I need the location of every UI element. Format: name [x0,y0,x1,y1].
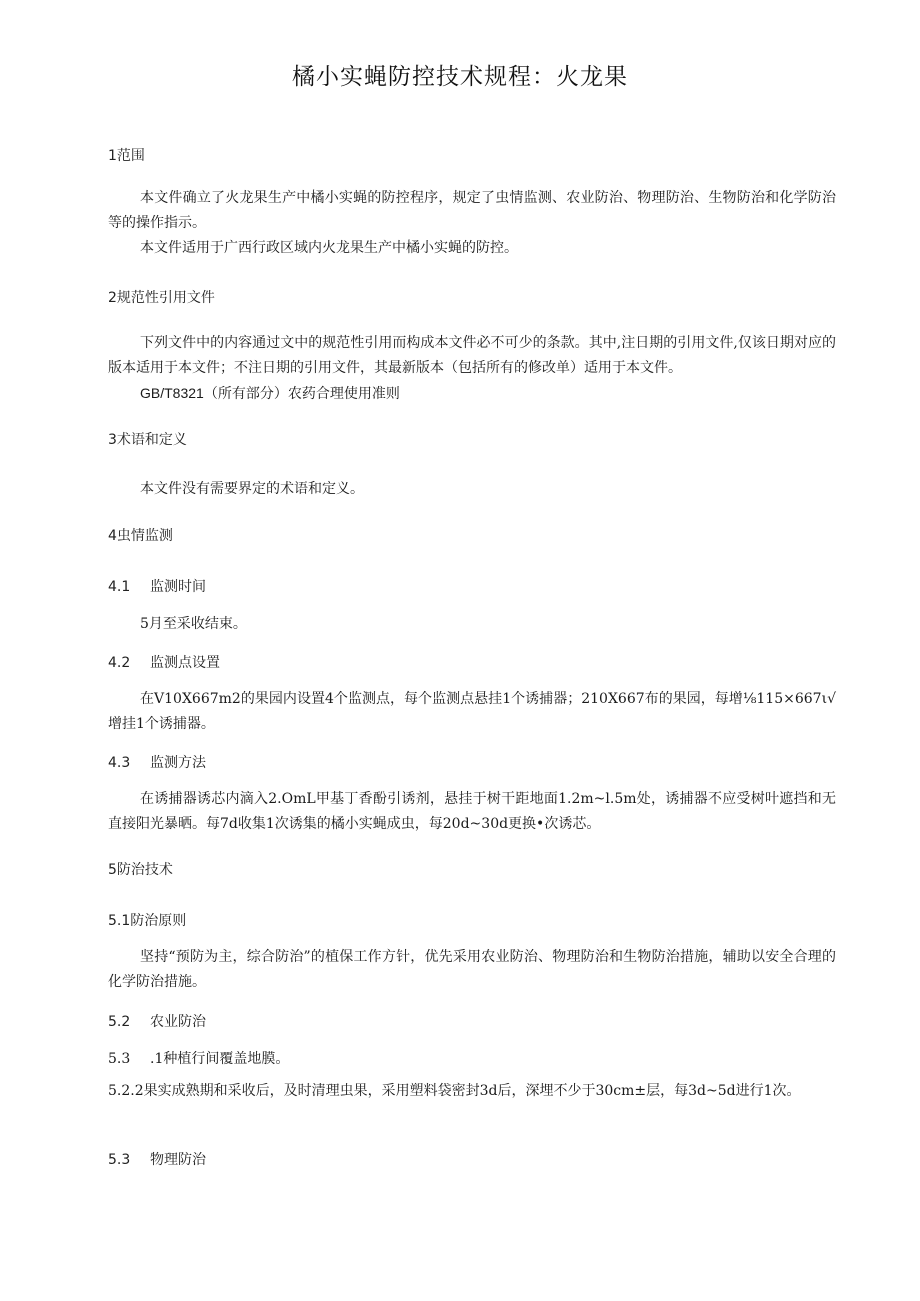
subsection-4-2-heading [108,651,836,676]
section-1-heading: 1范围 [108,148,145,164]
subsection-4-1-heading [108,575,836,600]
subsection-5-2-title: 农业防治 [150,1014,206,1030]
section-1-paragraph-1: 本文件确立了火龙果生产中橘小实蝇的防控程序，规定了虫情监测、农业防治、物理防治、生物防治和化学防治等的操作指示。 [108,190,836,231]
subsection-4-3-heading [108,751,836,776]
clause-5-2-1-number: 5.3 [108,1051,131,1067]
subsection-4-3-text: 在诱捕器诱芯内滴入2.OmL甲基丁香酚引诱剂，悬挂于树干距地面1.2m~l.5m处，诱捕器不应受树叶遮挡和无直接阳光暴晒。每7d收集1次诱集的橘小实蝇成虫，每20d~30d更换•次诱芯。 [108,791,836,832]
subsection-4-1-title: 监测时间 [150,579,206,595]
section-5-heading: 5防治技术 [108,862,173,878]
subsection-4-2-text: 在V10X667m2的果园内设置4个监测点，每个监测点悬挂1个诱捕器；210X667布的果园，每增⅛115×667ι√增挂1个诱捕器。 [108,691,836,732]
subsection-5-1-heading: 5.1防治原则 [108,913,187,929]
section-2-reference: GB/T8321（所有部分）农药合理使用准则 [140,385,400,401]
document-title: 橘小实蝇防控技术规程：火龙果 [292,64,628,90]
clause-5-2-1-text: .1种植行间覆盖地膜。 [150,1051,290,1067]
section-3-heading: 3术语和定义 [108,432,187,448]
subsection-5-2-number: 5.2 [108,1014,131,1030]
subsection-5-3-title: 物理防治 [150,1152,206,1168]
subsection-4-2-title: 监测点设置 [150,655,220,671]
subsection-4-2-number: 4.2 [108,655,131,671]
subsection-4-3-title: 监测方法 [150,755,206,771]
section-3-paragraph-1: 本文件没有需要界定的术语和定义。 [140,481,364,497]
subsection-5-2-heading [108,1010,836,1035]
subsection-5-3-heading [108,1148,836,1173]
clause-5-2-2-text: 5.2.2果实成熟期和采收后，及时清理虫果，采用塑料袋密封3d后，深埋不少于30cm±层，每3d~5d进行1次。 [108,1083,801,1099]
section-2-heading: 2规范性引用文件 [108,290,215,306]
section-4-heading: 4虫情监测 [108,528,173,544]
subsection-4-1-text: 5月至采收结束。 [140,616,247,632]
subsection-4-3-number: 4.3 [108,755,131,771]
clause-5-2-1 [108,1047,836,1072]
subsection-4-1-number: 4.1 [108,579,131,595]
subsection-5-3-number: 5.3 [108,1152,131,1168]
subsection-5-1-text: 坚持“预防为主，综合防治”的植保工作方针，优先采用农业防治、物理防治和生物防治措施，辅助以安全合理的化学防治措施。 [108,949,836,990]
section-1-paragraph-2: 本文件适用于广西行政区域内火龙果生产中橘小实蝇的防控。 [140,240,518,256]
section-2-paragraph-1: 下列文件中的内容通过文中的规范性引用而构成本文件必不可少的条款。其中,注日期的引用文件,仅该日期对应的版本适用于本文件；不注日期的引用文件，其最新版本（包括所有的修改单）适用于本文件。 [108,335,836,376]
